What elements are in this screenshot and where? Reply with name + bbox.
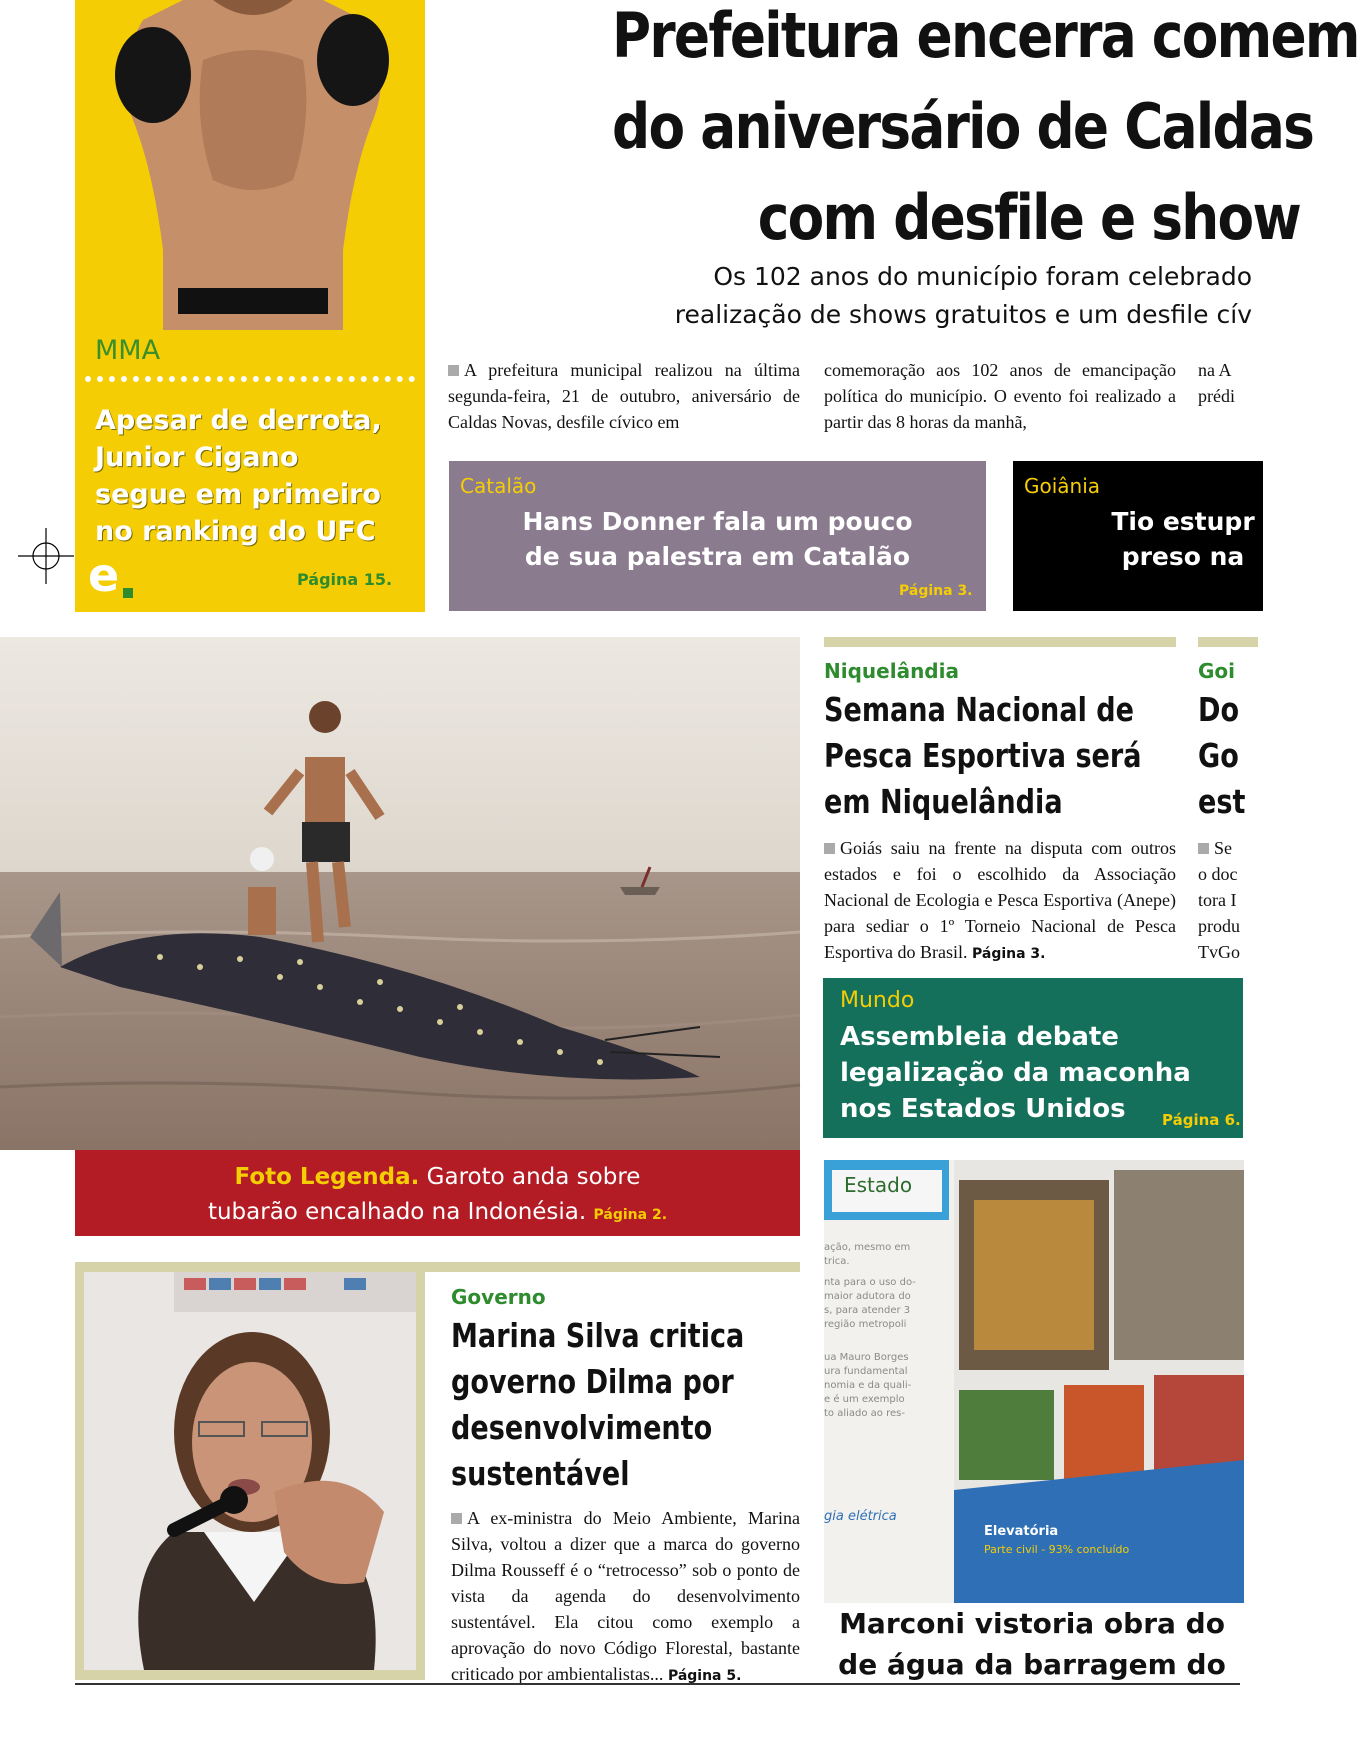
svg-text:to aliado ao res-: to aliado ao res- [824, 1408, 905, 1419]
mundo-section-label: Mundo [840, 988, 915, 1013]
governo-page-ref[interactable]: Página 5. [667, 1668, 742, 1684]
main-body-column-2: comemoração aos 102 anos de emancipação política do município. O evento foi realizado a partir das 8 horas da manhã, [824, 360, 1176, 432]
mundo-headline-line: legalização da maconha [840, 1058, 1191, 1088]
goiania-2-headline-line: est [1198, 782, 1246, 821]
photo-caption-label: Foto Legenda. [234, 1164, 420, 1190]
marina-silva-photo[interactable] [84, 1272, 416, 1670]
photo-text-energia: gia elétrica [824, 1509, 897, 1524]
e-logo-dot [123, 588, 133, 598]
mma-teaser-box[interactable] [75, 0, 425, 612]
catalao-page-ref[interactable]: Página 3. [899, 583, 973, 599]
niquelandia-body [824, 835, 1176, 967]
main-headline-line: com desfile e show [757, 181, 1300, 254]
svg-text:ura fundamental: ura fundamental [824, 1366, 908, 1377]
goiania-2-headline-line: Go [1198, 736, 1239, 775]
fighter-photo [93, 0, 413, 330]
main-subhead-line: realização de shows gratuitos e um desfile cív [674, 300, 1252, 329]
registration-mark-icon [18, 528, 74, 584]
goiania-2-body-line: tora I [1198, 890, 1237, 910]
goiania-2-headline[interactable] [1198, 687, 1245, 825]
catalao-headline-line: de sua palestra em Catalão [524, 542, 911, 571]
photo-caption-line: Garoto anda sobre [419, 1164, 641, 1190]
goiania-2-body-line: TvGo [1198, 942, 1240, 962]
goiania-headline-line: Tio estupr [1111, 507, 1255, 536]
photo-text-elevatoria: Elevatória [984, 1524, 1059, 1539]
governo-body [451, 1505, 800, 1689]
e-logo: e [88, 548, 120, 602]
section-rule [75, 1262, 800, 1272]
svg-text:maior adutora do: maior adutora do [824, 1291, 911, 1302]
bottom-divider [75, 1683, 1240, 1685]
marina-photo-frame [75, 1272, 425, 1680]
shark-boy-photo[interactable] [0, 637, 800, 1150]
catalao-headline-line: Hans Donner fala um pouco [522, 507, 913, 536]
governo-headline-line: desenvolvimento [451, 1408, 713, 1447]
estado-headline-line: Marconi vistoria obra do [839, 1607, 1225, 1640]
mma-section-label: MMA [95, 335, 161, 366]
goiania-2-section-label: Goi [1198, 659, 1236, 683]
main-body-column-1 [448, 357, 800, 435]
bullet-square-icon [824, 843, 835, 854]
catalao-headline [449, 504, 986, 574]
niquelandia-headline-line: Pesca Esportiva será [824, 736, 1142, 775]
governo-section-label: Governo [451, 1285, 546, 1309]
catalao-teaser-box[interactable] [449, 461, 986, 611]
photo-text-parte-civil: Parte civil - 93% concluído [984, 1543, 1130, 1556]
mundo-page-ref[interactable]: Página 6. [1162, 1111, 1241, 1129]
main-headline-line: Prefeitura encerra comem [612, 0, 1359, 72]
mma-headline[interactable] [95, 402, 415, 550]
niquelandia-headline-line: em Niquelândia [824, 782, 1063, 821]
mundo-headline-line: nos Estados Unidos [840, 1094, 1126, 1124]
svg-text:nta para o uso do-: nta para o uso do- [824, 1277, 916, 1288]
svg-text:s, para atender 3: s, para atender 3 [824, 1305, 911, 1316]
mma-headline-line: segue em primeiro [95, 479, 381, 510]
section-rule [824, 637, 1176, 647]
mma-page-ref[interactable]: Página 15. [297, 570, 393, 589]
svg-text:ação, mesmo em: ação, mesmo em [824, 1242, 911, 1253]
main-body-column-3 [1198, 357, 1258, 409]
svg-text:nomia e da quali-: nomia e da quali- [824, 1380, 912, 1391]
niquelandia-headline[interactable] [824, 687, 1142, 825]
svg-text:e é um exemplo: e é um exemplo [824, 1394, 905, 1405]
main-headline[interactable] [612, 0, 1359, 263]
dotted-divider [85, 376, 415, 382]
photo-caption-text [75, 1160, 800, 1233]
mma-headline-line: Apesar de derrota, [95, 405, 382, 436]
estado-headline[interactable] [792, 1603, 1272, 1685]
svg-text:região metropoli: região metropoli [824, 1319, 907, 1330]
mma-headline-line: no ranking do UFC [95, 516, 376, 547]
svg-text:ua Mauro Borges: ua Mauro Borges [824, 1352, 909, 1363]
photo-caption-line: tubarão encalhado na Indonésia. [207, 1199, 587, 1225]
main-headline-line: do aniversário de Caldas [612, 90, 1314, 163]
photo-caption-box[interactable] [75, 1150, 800, 1236]
goiania-2-body-line: produ [1198, 916, 1240, 936]
goiania-section-label: Goiânia [1024, 474, 1101, 498]
goiania-headline-line: preso na [1121, 542, 1245, 571]
main-subhead-line: Os 102 anos do município foram celebrado [713, 262, 1252, 291]
goiania-headline [1013, 504, 1353, 574]
mundo-headline-line: Assembleia debate [840, 1022, 1119, 1052]
photo-caption-page-ref[interactable]: Página 2. [593, 1207, 668, 1223]
governo-body-text: A ex-ministra do Meio Ambiente, Marina Silva, voltou a dizer que a marca do governo Dilma Rousseff é o “retrocesso” sob o ponto de vista da agenda do desenvolvimento sustentável. Ela citou como exemplo a aprovação do novo Código Florestal, bastante criticado por ambientalistas... [451, 1508, 800, 1684]
bullet-square-icon [448, 365, 459, 376]
mma-headline-line: Junior Cigano [95, 442, 299, 473]
main-body-col3-line: na A [1198, 360, 1232, 380]
main-body-text: A prefeitura municipal realizou na última segunda-feira, 21 de outubro, aniversário de Caldas Novas, desfile cívico em [448, 360, 800, 432]
governo-headline-line: sustentável [451, 1454, 630, 1493]
goiania-2-body-line: Se [1214, 838, 1232, 858]
niquelandia-headline-line: Semana Nacional de [824, 690, 1135, 729]
niquelandia-body-text: Goiás saiu na frente na disputa com outros estados e foi o escolhido da Associação Nacional de Ecologia e Pesca Esportiva (Anepe) para sediar o 1º Torneio Nacional de Pesca Esportiva do Brasil. [824, 838, 1176, 962]
main-subhead [452, 258, 1252, 334]
dam-display-photo[interactable] [824, 1160, 1244, 1603]
governo-headline-line: Marina Silva critica [451, 1316, 745, 1355]
svg-text:trica.: trica. [824, 1256, 850, 1267]
governo-headline[interactable] [451, 1313, 744, 1497]
bullet-square-icon [1198, 843, 1209, 854]
niquelandia-page-ref[interactable]: Página 3. [971, 946, 1046, 962]
goiania-teaser-box[interactable] [1013, 461, 1263, 611]
estado-section-label: Estado [844, 1173, 913, 1197]
goiania-2-body-line: o doc [1198, 864, 1238, 884]
estado-headline-line: de água da barragem do [838, 1648, 1226, 1681]
catalao-section-label: Catalão [460, 474, 537, 498]
governo-headline-line: governo Dilma por [451, 1362, 734, 1401]
section-rule [1198, 637, 1258, 647]
mundo-teaser-box[interactable] [823, 978, 1243, 1138]
goiania-2-body [1198, 835, 1258, 965]
niquelandia-section-label: Niquelândia [824, 659, 959, 683]
goiania-2-headline-line: Do [1198, 690, 1240, 729]
bullet-square-icon [451, 1513, 462, 1524]
main-body-col3-line: prédi [1198, 386, 1235, 406]
